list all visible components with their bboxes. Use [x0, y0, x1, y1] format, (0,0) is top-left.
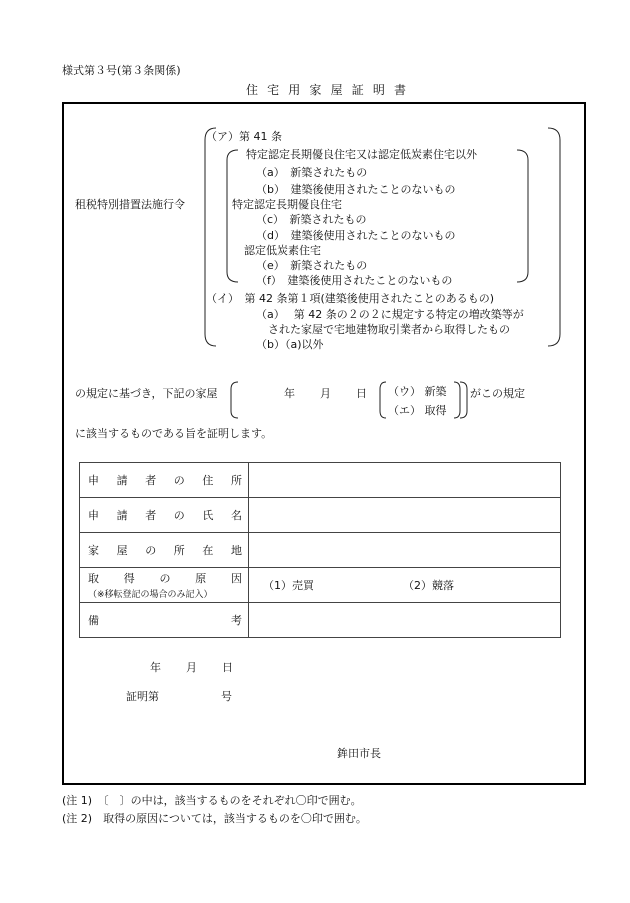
- clause-a-item-b: （b） 建築後使用されたことのないもの: [256, 183, 456, 196]
- label-char: の: [173, 509, 185, 522]
- table-row: [80, 533, 561, 568]
- table-row: [80, 463, 561, 498]
- title-char: 住: [246, 83, 259, 97]
- label-acquisition-cause: [88, 570, 242, 586]
- label-char: 氏: [202, 509, 214, 522]
- form-number: 様式第３号(第３条関係): [62, 64, 181, 77]
- applicant-name-field[interactable]: [249, 498, 561, 533]
- house-location-field[interactable]: [249, 533, 561, 568]
- certificate-table: [79, 462, 561, 638]
- issuer-mayor: 鉾田市長: [337, 747, 381, 760]
- statement-line2: に該当するものである旨を証明します。: [75, 427, 273, 440]
- title-char: 屋: [330, 83, 343, 97]
- applicant-address-field[interactable]: [249, 463, 561, 498]
- clause-a-sub1: 特定認定長期優良住宅又は認定低炭素住宅以外: [246, 148, 477, 161]
- footer-year: 年: [150, 661, 161, 674]
- label-char: の: [145, 544, 157, 557]
- table-row: [80, 498, 561, 533]
- title-char: 宅: [267, 83, 280, 97]
- label-remarks: [88, 612, 242, 628]
- option-new-construction: （ウ） 新築: [388, 385, 447, 398]
- label-char: 地: [230, 544, 242, 557]
- clause-i-item-a-line2: された家屋で宅地建物取引業者から取得したもの: [268, 323, 510, 336]
- option-auction[interactable]: （2）競落: [403, 579, 454, 592]
- label-char: の: [159, 572, 171, 585]
- label-char: 者: [145, 509, 157, 522]
- label-char: 住: [202, 474, 214, 487]
- table-row: [80, 568, 561, 603]
- label-char: 屋: [116, 544, 128, 557]
- clause-a-item-c: （c） 新築されたもの: [256, 213, 367, 226]
- remarks-field[interactable]: [249, 603, 561, 638]
- title-char: 書: [393, 83, 406, 97]
- footer-day: 日: [222, 661, 233, 674]
- label-char: 申: [88, 509, 99, 522]
- law-name: 租税特別措置法施行令: [75, 198, 185, 211]
- footer-month: 月: [186, 661, 197, 674]
- label-char: 因: [231, 572, 242, 585]
- clause-i-heading: （イ） 第 42 条第１項(建築後使用されたことのあるもの): [206, 292, 495, 305]
- label-char: 所: [173, 544, 185, 557]
- label-char: 所: [230, 474, 242, 487]
- statement-day: 日: [356, 387, 367, 400]
- clause-i-item-a-line1: （a） 第 42 条の２の２に規定する特定の増改築等が: [256, 308, 524, 321]
- clause-a-item-f: （f） 建築後使用されたことのないもの: [256, 274, 453, 287]
- title-char: 明: [372, 83, 385, 97]
- title-char: 用: [288, 83, 301, 97]
- certificate-number-suffix: 号: [221, 690, 232, 703]
- table-row: [80, 603, 561, 638]
- option-acquisition: （エ） 取得: [388, 404, 447, 417]
- label-char: 者: [145, 474, 157, 487]
- label-char: 請: [116, 474, 128, 487]
- document-title: [246, 83, 406, 97]
- label-char: 申: [88, 474, 99, 487]
- label-char: 得: [123, 572, 135, 585]
- title-char: 家: [309, 83, 322, 97]
- label-char: 備: [88, 614, 99, 627]
- note-1: (注 1) 〔 〕の中は，該当するものをそれぞれ〇印で囲む。: [62, 794, 362, 807]
- label-char: 原: [195, 572, 207, 585]
- certificate-number-label: 証明第: [126, 690, 159, 703]
- clause-a-sub2: 特定認定長期優良住宅: [232, 198, 342, 211]
- label-house-location: [88, 542, 242, 558]
- label-char: 取: [88, 572, 99, 585]
- clause-a-item-d: （d） 建築後使用されたことのないもの: [256, 229, 456, 242]
- clause-i-item-b: （b）（a)以外: [256, 338, 324, 351]
- label-char: 家: [88, 544, 99, 557]
- label-char: 在: [202, 544, 214, 557]
- label-char: 考: [231, 614, 242, 627]
- title-char: 証: [351, 83, 364, 97]
- label-applicant-address: [88, 472, 242, 488]
- statement-prefix: の規定に基づき，下記の家屋: [75, 387, 218, 400]
- statement-month: 月: [320, 387, 331, 400]
- option-sale[interactable]: （1）売買: [263, 579, 314, 592]
- label-applicant-name: [88, 507, 242, 523]
- clause-a-sub3: 認定低炭素住宅: [244, 244, 321, 257]
- statement-suffix: がこの規定: [470, 387, 525, 400]
- clause-a-item-a: （a） 新築されたもの: [256, 166, 368, 179]
- label-acquisition-note: （※移転登記の場合のみ記入）: [88, 590, 213, 600]
- clause-a-heading: （ア）第 41 条: [206, 130, 282, 143]
- label-char: の: [173, 474, 185, 487]
- acquisition-cause-field[interactable]: [249, 568, 561, 603]
- label-char: 請: [116, 509, 128, 522]
- statement-year: 年: [284, 387, 295, 400]
- note-2: (注 2) 取得の原因については，該当するものを〇印で囲む。: [62, 812, 367, 825]
- clause-a-item-e: （e） 新築されたもの: [256, 259, 368, 272]
- label-char: 名: [230, 509, 242, 522]
